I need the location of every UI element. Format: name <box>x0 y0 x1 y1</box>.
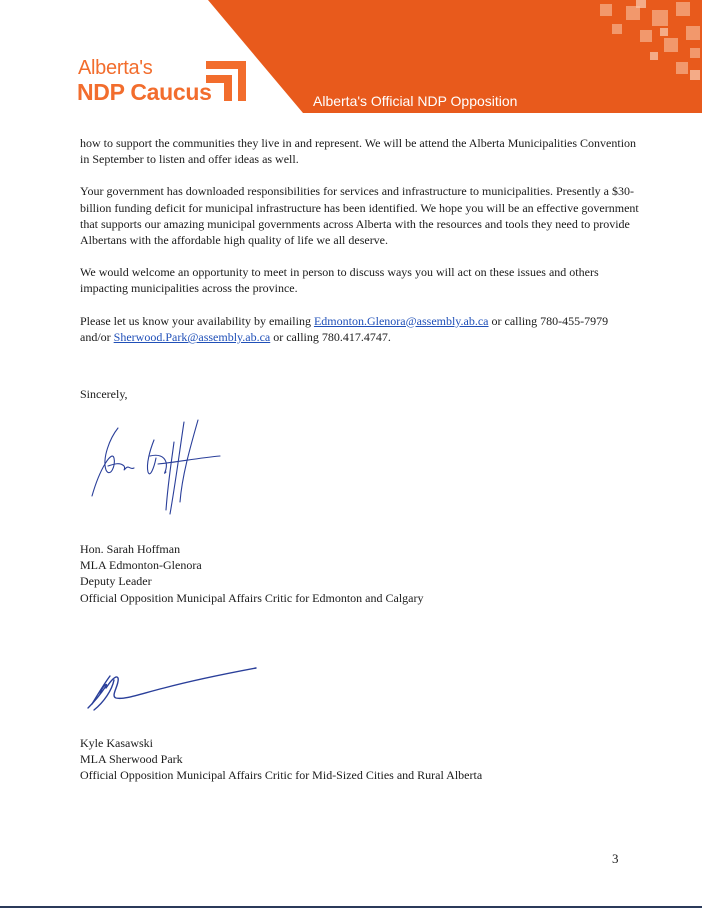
email-link-edmonton-glenora[interactable]: Edmonton.Glenora@assembly.ab.ca <box>313 313 489 328</box>
signatory-block-1 <box>80 541 424 606</box>
signatory-block-2 <box>80 735 482 784</box>
letterhead <box>0 0 702 125</box>
closing-salutation: Sincerely, <box>80 387 128 401</box>
paragraph-4-text-b: or calling 780-455-7979 and/or <box>80 313 609 344</box>
paragraph-4-text-a: Please let us know your availability by emailing <box>80 313 314 328</box>
signatory-1-name: Hon. Sarah Hoffman <box>80 542 181 556</box>
header-tagline: Alberta's Official NDP Opposition <box>313 93 518 109</box>
logo-mark <box>206 61 246 101</box>
signatory-1-critic-role: Official Opposition Municipal Affairs Critic for Edmonton and Calgary <box>80 590 424 605</box>
logo-text-line2: NDP Caucus <box>77 79 212 105</box>
paragraph-4 <box>80 313 640 345</box>
signature-kyle-kasawski <box>84 664 264 716</box>
email-link-sherwood-park[interactable]: Sherwood.Park@assembly.ab.ca <box>113 329 271 344</box>
signatory-2-critic-role: Official Opposition Municipal Affairs Critic for Mid-Sized Cities and Rural Alberta <box>80 768 483 783</box>
page-number: 3 <box>612 851 619 866</box>
paragraph-1: how to support the communities they live in and represent. We will be attend the Alberta Municipalities Convention in September to listen and offer ideas as well. <box>80 136 637 167</box>
bottom-rule <box>0 906 702 908</box>
signatory-2-riding: MLA Sherwood Park <box>80 752 183 767</box>
paragraph-2: Your government has downloaded responsibilities for services and infrastructure to municipalities. Presently a $30-billion funding deficit for municipal infrastructure has been identified. We hope you will be an effective government that supports our amazing municipal governments across Alberta with the resources and tools they need to provide Albertans with the affordable high quality of life we all deserve. <box>80 184 639 248</box>
paragraph-3: We would welcome an opportunity to meet in person to discuss ways you will act on these issues and others impacting municipalities across the province. <box>80 265 599 296</box>
signature-sarah-hoffman <box>88 418 228 518</box>
signatory-1-riding: MLA Edmonton-Glenora <box>80 558 202 573</box>
signatory-2-name: Kyle Kasawski <box>80 736 153 750</box>
logo-text-line1: Alberta's <box>78 57 153 79</box>
letter-body <box>80 135 640 361</box>
paragraph-4-text-c: or calling 780.417.4747. <box>270 329 391 344</box>
signatory-1-role: Deputy Leader <box>80 574 152 589</box>
